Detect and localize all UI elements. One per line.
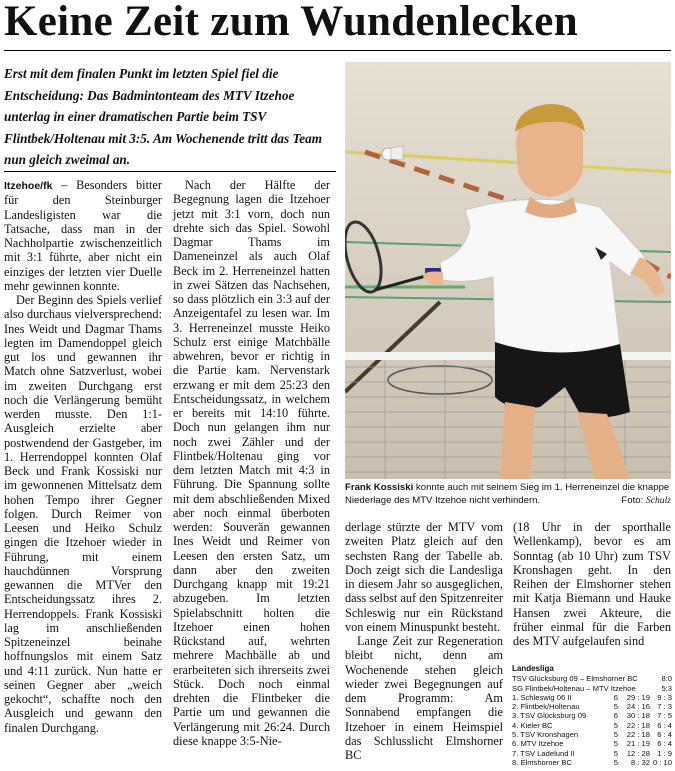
match-row: TSV Glücksburg 09 – Elmshorner BC 8:0 (512, 674, 672, 684)
paragraph: Der Beginn des Spiels verlief also durchaus vielversprechend: Ines Weidt und Dagmar Thams legten im Damendoppel gleich gut los und gewannen ihr Match ohne Satzverlust, wobei im zweiten Durchgang erst noch die Verlängerung bemüht werden musste. Den 1:1-Ausgleich erzielte aber postwendend der Gastgeber, im 1. Herrendoppel konnten Olaf Beck und Frank Kossiski nur im gewonnenen Mittelsatz dem hohen Tempo ihrer Gegner folgen. Durch Reimer von Leesen und Heiko Schulz gingen die Itzehoer wieder in Führung, mit einem hauchdünnen Vorsprung gewannen die MTVer den Entscheidungssatz ihres 2. Herrendoppels. Frank Kossiski lag im anschließenden Spitzeneinzel beinahe hoffnungslos mit einem Satz und 4:11 zurück. Nun hatte er seinen Gegner aber „weich gekocht“, schaffte noch den Ausgleich und gewann den finalen Durchgang. (4, 293, 162, 735)
standings-row: 8. Elmshorner BC 5 8 : 32 0 : 10 (512, 757, 672, 767)
standings-row: 1. Schleswig 06 II 6 29 : 19 9 : 3 (512, 692, 672, 702)
badminton-photo (345, 62, 671, 479)
badminton-player-image (345, 62, 671, 479)
caption-text: konnte auch mit seinem Sieg im 1. Herreneinzel die knappe Niederlage des MTV Itzehoe nicht verhindern. (345, 482, 670, 506)
standings-row: 6. MTV Itzehoe 5 21 : 19 6 : 4 (512, 739, 672, 749)
photo-caption (345, 482, 671, 507)
league-table (512, 664, 672, 767)
standings (512, 693, 672, 767)
article-column-3 (345, 520, 503, 762)
match-results (512, 674, 672, 693)
article-column-1 (4, 178, 162, 735)
standings-row: 3. TSV Glücksburg 09 6 30 : 18 7 : 5 (512, 711, 672, 721)
headline-rule (4, 50, 671, 51)
match-row: SG Flintbek/Holtenau – MTV Itzehoe 5:3 (512, 683, 672, 693)
headline: Keine Zeit zum Wundenlecken (4, 0, 578, 45)
lead-paragraph: Erst mit dem finalen Punkt im letzten Spiel fiel die Entscheidung: Das Badmintonteam des MTV Itzehoe unterlag in einer dramatischen Partie beim TSV Flintbek/Holtenau mit 3:5. Am Wochenende tritt das Team nun gleich zweimal an. (4, 66, 322, 168)
lead-rule (4, 171, 336, 172)
article-column-4 (513, 520, 671, 648)
photo-credit: Foto: Schulz (621, 494, 671, 506)
standings-row: 7. TSV Ladelund II 5 12 : 28 1 : 9 (512, 748, 672, 758)
standings-row: 2. Flintbek/Holtenau 5 24 : 16 7 : 3 (512, 702, 672, 712)
caption-name: Frank Kossiski (345, 482, 414, 493)
league-table-title: Landesliga (512, 664, 554, 673)
paragraph: Nach der Hälfte der Begegnung lagen die Itzehoer jetzt mit 3:1 vorn, doch nun drehte sich das Spiel. Sowohl Dagmar Thams im Dameneinzel als auch Olaf Beck im 2. Herreneinzel hatten in zwei Sätzen das Nachsehen, so dass plötzlich ein 3:3 auf der Anzeigentafel zu lesen war. Im 3. Herreneinzel musste Heiko Schulz erst einige Matchbälle abwehren, bevor er richtig in die Partie kam. Nervenstark erzwang er mit dem 25:23 den Entscheidungssatz, in welchem er bereits mit 14:10 führte. Doch nun gelangen ihm nur noch zwei Zähler und der Flintbek/Holtenau ging vor dem letzten Match mit 4:3 in Führung. Die Spannung sollte mit dem abschließenden Mixed aber noch einmal überboten werden: Souverän gewannen Ines Weidt und Reimer von Leesen den ersten Satz, um dann aber den zweiten Durchgang knapp mit 19:21 abzugeben. Im letzten Spielabschnitt holten die Itzehoer einen hohen Rückstand auf, wehrten mehrere Machbälle ab und erarbeiteten sich ihrerseits zwei Stück. Doch noch einmal drehten die Flintbeker die Partie um und gewannen die Verlängerung mit 26:24. Durch diese knappe 3:5-Nie- (173, 178, 330, 748)
article-column-2 (173, 178, 330, 748)
paragraph: Itzehoe/fk – Besonders bitter für den Steinburger Landesligisten war die Tatsache, dass man in der Nachholpartie zwischenzeitlich mit 3:1 führte, aber nicht ein einziges der letzten vier Duelle mehr gewinnen konnte. (4, 178, 162, 293)
paragraph: derlage stürzte der MTV vom zweiten Platz gleich auf den sechsten Rang der Tabelle ab. Doch zeigt sich die Landesliga in diesem Jahr so ausgeglichen, dass selbst auf den Spitzenreiter Schleswig nur ein Rückstand von einem Minuspunkt besteht. (345, 520, 503, 634)
paragraph: (18 Uhr in der sporthalle Wellenkamp), bevor es am Sonntag (ab 10 Uhr) zum TSV Kronshagen geht. In den Reihen der Elmshorner stehen mit Katja Biemann und Hauke Hansen zwei Akteure, die früher einmal für die Farben des MTV aufgelaufen sind (513, 520, 671, 648)
paragraph: Lange Zeit zur Regeneration bleibt nicht, denn am Wochenende stehen gleich wieder zwei Begegnungen auf dem Programm: Am Sonnabend empfangen die Itzehoer in einem Heimspiel das Schlusslicht Elmshorner BC (345, 634, 503, 762)
standings-row: 4. Kieler BC 5 22 : 18 6 : 4 (512, 720, 672, 730)
dateline: Itzehoe/fk (4, 180, 53, 192)
standings-row: 5. TSV Kronshagen 5 22 : 18 6 : 4 (512, 730, 672, 740)
